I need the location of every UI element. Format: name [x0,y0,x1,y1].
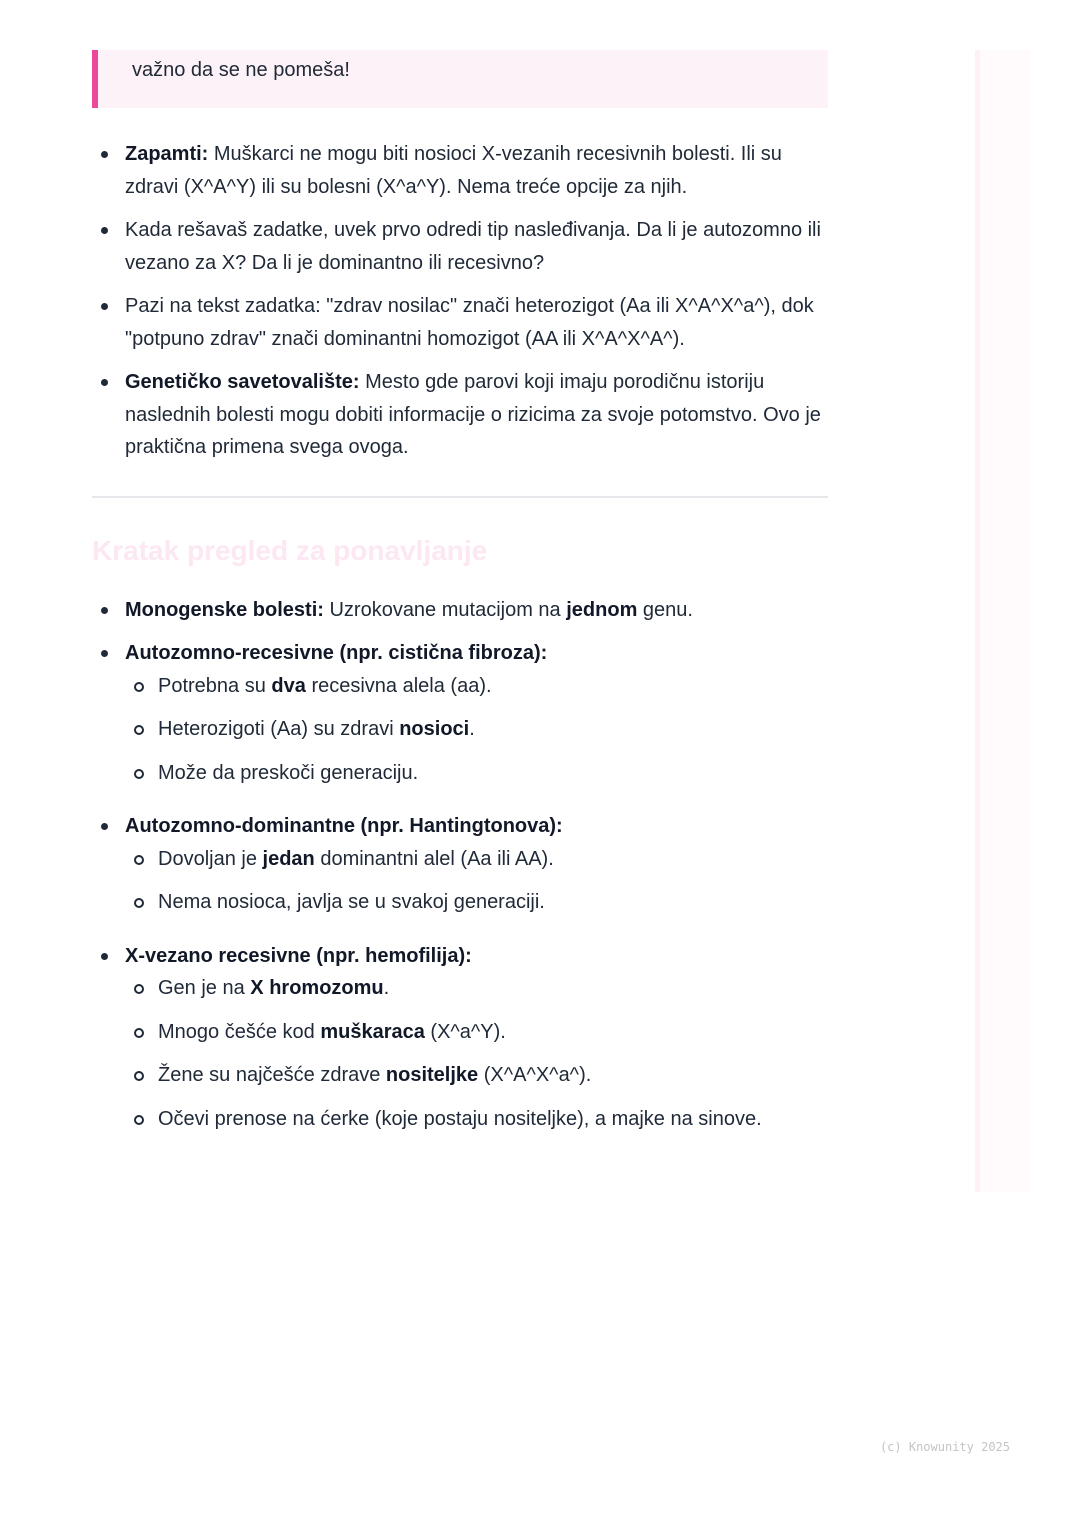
item-text: . [469,718,475,740]
callout-text: važno da se ne pomeša! [132,59,350,81]
list-item [92,940,828,1136]
sub-list-item [125,670,828,703]
item-text: recesivna alela (aa). [305,674,492,697]
item-text: . [383,977,390,999]
sub-list-item [125,757,828,790]
item-text: Nema nosioca, javlja se u svakoj generaciji. [158,891,545,913]
item-emphasis: nosioci [399,718,470,740]
list-item [92,594,828,627]
item-text: Dovoljan je [158,847,263,870]
summary-list [92,594,828,1136]
item-text: Može da preskoči generaciju. [158,761,419,784]
sub-list-item [125,1059,828,1092]
item-emphasis: jedan [262,847,315,870]
item-text: Žene su najčešće zdrave [158,1064,386,1086]
list-item [92,366,828,464]
item-text: dominantni alel (Aa ili AA). [314,847,554,870]
item-emphasis: dva [271,674,306,697]
sub-list [125,843,828,919]
item-emphasis: X hromozomu [250,977,384,999]
tip-label: Zapamti: [125,143,209,165]
item-text: genu. [637,598,693,621]
list-item [92,810,828,919]
side-panel [975,50,1030,1192]
group-heading: Autozomno-dominantne (npr. Hantingtonova): [125,815,563,837]
summary-heading: Kratak pregled za ponavljanje [92,534,488,566]
sub-list [125,972,828,1135]
list-item [92,637,828,789]
sub-list-item [125,1103,828,1136]
item-text: Uzrokovane mutacijom na [323,598,567,621]
group-heading: Autozomno-recesivne (npr. cistična fibroza): [125,642,548,664]
list-item [92,290,828,355]
item-text: (X^a^Y). [424,1020,506,1043]
item-text: Gen je na [158,977,251,999]
tip-text: Kada rešavaš zadatke, uvek prvo odredi tip nasleđivanja. Da li je autozomno ili vezano za X? Da li je dominantno ili recesivno? [125,219,821,274]
tip-text: Muškarci ne mogu biti nosioci X-vezanih recesivnih bolesti. Ili su zdravi (X^A^Y) ili su bolesni (X^a^Y). Nema treće opcije za njih. [125,143,782,198]
important-callout [92,50,828,108]
item-emphasis: nositeljke [385,1064,479,1086]
item-text: Heterozigoti (Aa) su zdravi [158,718,400,740]
sub-list-item [125,886,828,919]
sub-list-item [125,843,828,876]
item-text: Očevi prenose na ćerke (koje postaju nositeljke), a majke na sinove. [158,1107,762,1130]
sub-list-item [125,713,828,746]
tips-list [92,138,828,464]
group-heading: X-vezano recesivne (npr. hemofilija): [125,944,472,967]
item-label: Monogenske bolesti: [125,598,324,621]
list-item [92,214,828,279]
section-divider [92,496,828,498]
sub-list-item [125,972,828,1005]
item-text: Potrebna su [158,674,272,697]
item-text: Mnogo češće kod [158,1020,321,1043]
tip-text: Mesto gde parovi koji imaju porodičnu istoriju naslednih bolesti mogu dobiti informacije o rizicima za svoje potomstvo. Ovo je praktična primena svega ovoga. [125,371,821,458]
item-text: (X^A^X^a^). [478,1064,592,1086]
tip-label: Genetičko savetovalište: [125,371,360,393]
sub-list-item [125,1016,828,1049]
item-emphasis: muškaraca [320,1020,425,1043]
list-item [92,138,828,203]
tip-text: Pazi na tekst zadatka: "zdrav nosilac" znači heterozigot (Aa ili X^A^X^a^), dok "potpuno zdrav" znači dominantni homozigot (AA ili X^A^X^A^). [125,295,814,350]
item-emphasis: jednom [566,598,638,621]
sub-list [125,670,828,790]
copyright-footer: (c) Knowunity 2025 [879,1440,1010,1454]
document-content [92,50,828,1135]
